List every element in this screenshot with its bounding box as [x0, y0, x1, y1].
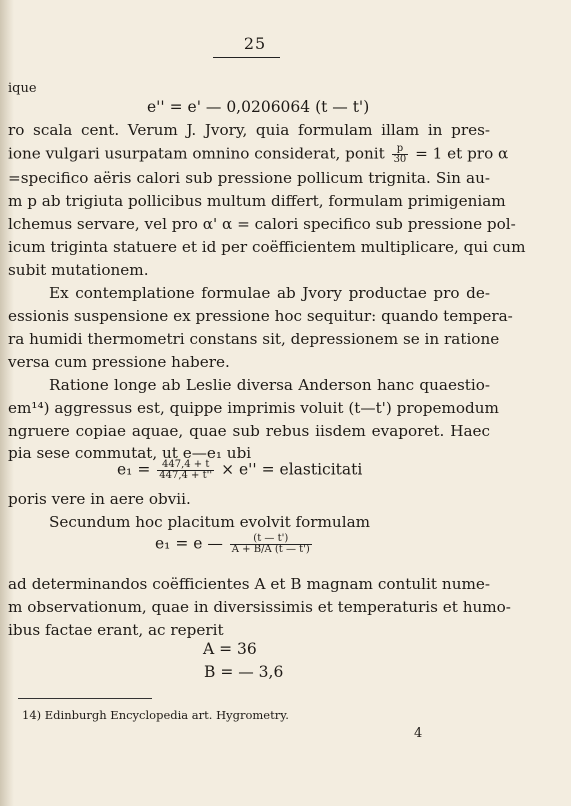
equation-2: [117, 460, 362, 481]
equation-5: B = — 3,6: [204, 663, 284, 681]
equation-3-numerator: (t — t'): [230, 534, 312, 545]
text-line-2: ro scala cent. Verum J. Jvory, quia formulam illam in pres-: [8, 121, 490, 139]
footnote: 14) Edinburgh Encyclopedia art. Hygrometry.: [22, 708, 289, 722]
text-line-3-end: = 1 et pro α: [415, 144, 509, 163]
text-line-5: m p ab trigiuta pollicibus multum differt, formulam primigeniam: [8, 192, 506, 210]
equation-3-fraction: [230, 534, 312, 555]
text-line-18: Secundum hoc placitum evolvit formulam: [49, 513, 371, 531]
equation-2-numerator: 447,4 + t: [157, 460, 214, 471]
text-line-1: ique: [8, 81, 37, 96]
text-line-14: em¹⁴) aggressus est, quippe imprimis voluit (t—t') propemodum: [8, 399, 499, 417]
text-line-8: subit mutationem.: [8, 261, 149, 279]
equation-2-lhs: e₁ =: [117, 460, 151, 479]
text-line-3-start: ione vulgari usurpatam omnino considerat, ponit: [8, 144, 385, 163]
text-line-12: versa cum pressione habere.: [8, 353, 230, 371]
equation-3-lhs: e₁ = e —: [155, 534, 223, 553]
fraction-denominator: 30: [393, 154, 407, 165]
signature-mark: 4: [414, 726, 423, 741]
fraction-p-30: [392, 144, 409, 165]
text-line-13: Ratione longe ab Leslie diversa Anderson hanc quaestio-: [49, 376, 490, 394]
text-line-6: lchemus servare, vel pro α' α = calori specifico sub pressione pol-: [8, 215, 516, 233]
equation-2-denominator: 447,4 + t'': [159, 470, 213, 481]
text-line-20: m observationum, quae in diversissimis et temperaturis et humo-: [8, 598, 511, 616]
footnote-rule: [18, 698, 152, 699]
equation-3: [155, 534, 314, 555]
text-line-15: ngruere copiae aquae, quae sub rebus iisdem evaporet. Haec: [8, 422, 490, 440]
text-line-10: essionis suspensione ex pressione hoc sequitur: quando tempera-: [8, 307, 513, 325]
equation-4: A = 36: [203, 640, 257, 658]
equation-1: e'' = e' — 0,0206064 (t — t'): [147, 98, 370, 116]
text-line-3: [8, 143, 509, 165]
text-line-19: ad determinandos coëfficientes A et B magnam contulit nume-: [8, 575, 490, 593]
equation-2-rhs: × e'' = elasticitati: [221, 460, 363, 479]
fraction-numerator: p: [392, 144, 409, 155]
equation-3-denominator: A + B/A (t — t'): [231, 544, 310, 555]
text-line-9: Ex contemplatione formulae ab Jvory productae pro de-: [49, 284, 490, 302]
text-line-17: poris vere in aere obvii.: [8, 490, 191, 508]
equation-2-fraction: [157, 460, 214, 481]
page-number: 25: [243, 34, 267, 53]
text-line-11: ra humidi thermometri constans sit, depressionem se in ratione: [8, 330, 500, 348]
text-line-7: icum triginta statuere et id per coëfficientem multiplicare, qui cum: [8, 238, 526, 256]
header-rule: [213, 57, 280, 58]
text-line-4: =specifico aëris calori sub pressione pollicum trignita. Sin au-: [8, 169, 490, 187]
text-line-21: ibus factae erant, ac reperit: [8, 621, 224, 639]
text-line-16: pia sese commutat, ut e—e₁ ubi: [8, 444, 252, 462]
